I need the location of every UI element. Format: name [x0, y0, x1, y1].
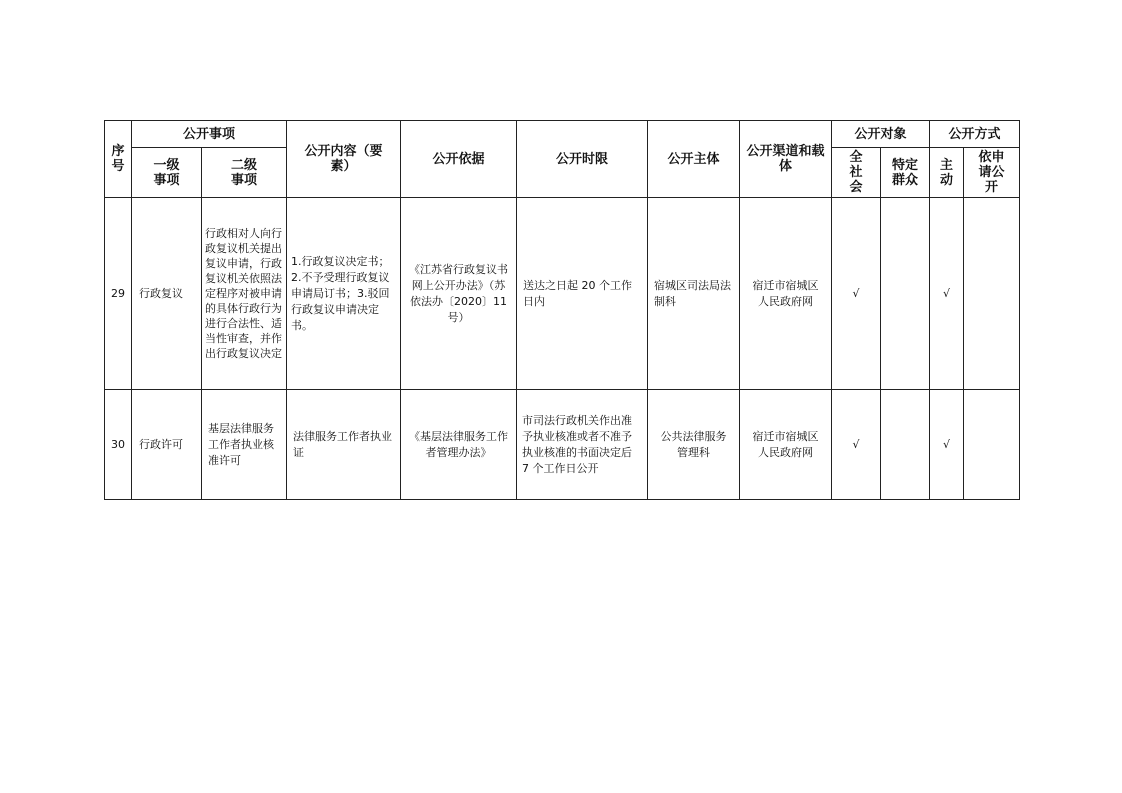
row-basis: 《基层法律服务工作者管理办法》: [401, 390, 517, 500]
header-method-request: 依申请公开: [964, 148, 1020, 198]
row-target-all: √: [832, 390, 881, 500]
row-channel: 宿迁市宿城区人民政府网: [740, 198, 832, 390]
disclosure-table: [104, 120, 1020, 500]
row-level1: 行政复议: [132, 198, 202, 390]
row-time-limit: 市司法行政机关作出准予执业核准或者不准予执业核准的书面决定后 7 个工作日公开: [517, 390, 648, 500]
table-row: [105, 198, 1020, 390]
row-method-request: [964, 198, 1020, 390]
row-time-limit: 送达之日起 20 个工作日内: [517, 198, 648, 390]
row-method-request: [964, 390, 1020, 500]
row-channel: 宿迁市宿城区人民政府网: [740, 390, 832, 500]
row-seq: 29: [105, 198, 132, 390]
header-level2: 二级事项: [202, 148, 287, 198]
row-content: 1.行政复议决定书；2.不予受理行政复议申请局订书；3.驳回行政复议申请决定书。: [287, 198, 401, 390]
row-level2: 行政相对人向行政复议机关提出复议申请，行政复议机关依照法定程序对被申请的具体行政行为进行合法性、适当性审查，并作出行政复议决定: [202, 198, 287, 390]
row-subject: 宿城区司法局法制科: [648, 198, 740, 390]
row-level1: 行政许可: [132, 390, 202, 500]
header-level1: 一级事项: [132, 148, 202, 198]
header-time-limit: 公开时限: [517, 121, 648, 198]
row-method-active: √: [930, 198, 964, 390]
header-channel: 公开渠道和载体: [740, 121, 832, 198]
row-target-all: √: [832, 198, 881, 390]
row-target-specific: [881, 390, 930, 500]
header-seq: [105, 121, 132, 198]
row-content: 法律服务工作者执业证: [287, 390, 401, 500]
row-method-active: √: [930, 390, 964, 500]
row-basis: 《江苏省行政复议书网上公开办法》（苏依法办〔2020〕11号）: [401, 198, 517, 390]
header-target-all: [832, 148, 881, 198]
header-target: 公开对象: [832, 121, 930, 148]
row-target-specific: [881, 198, 930, 390]
row-level2: 基层法律服务工作者执业核准许可: [202, 390, 287, 500]
table-row: [105, 390, 1020, 500]
header-method-active: [930, 148, 964, 198]
header-target-specific: 特定群众: [881, 148, 930, 198]
header-row-top: [105, 121, 1020, 148]
header-basis: 公开依据: [401, 121, 517, 198]
header-target-all-label: 全社会: [849, 150, 863, 195]
header-method: 公开方式: [930, 121, 1020, 148]
header-content: 公开内容（要素）: [287, 121, 401, 198]
header-matter: 公开事项: [132, 121, 287, 148]
row-subject: 公共法律服务管理科: [648, 390, 740, 500]
header-subject: 公开主体: [648, 121, 740, 198]
header-method-active-label: 主动: [940, 157, 954, 188]
header-seq-label: 序号: [111, 144, 125, 174]
row-seq: 30: [105, 390, 132, 500]
